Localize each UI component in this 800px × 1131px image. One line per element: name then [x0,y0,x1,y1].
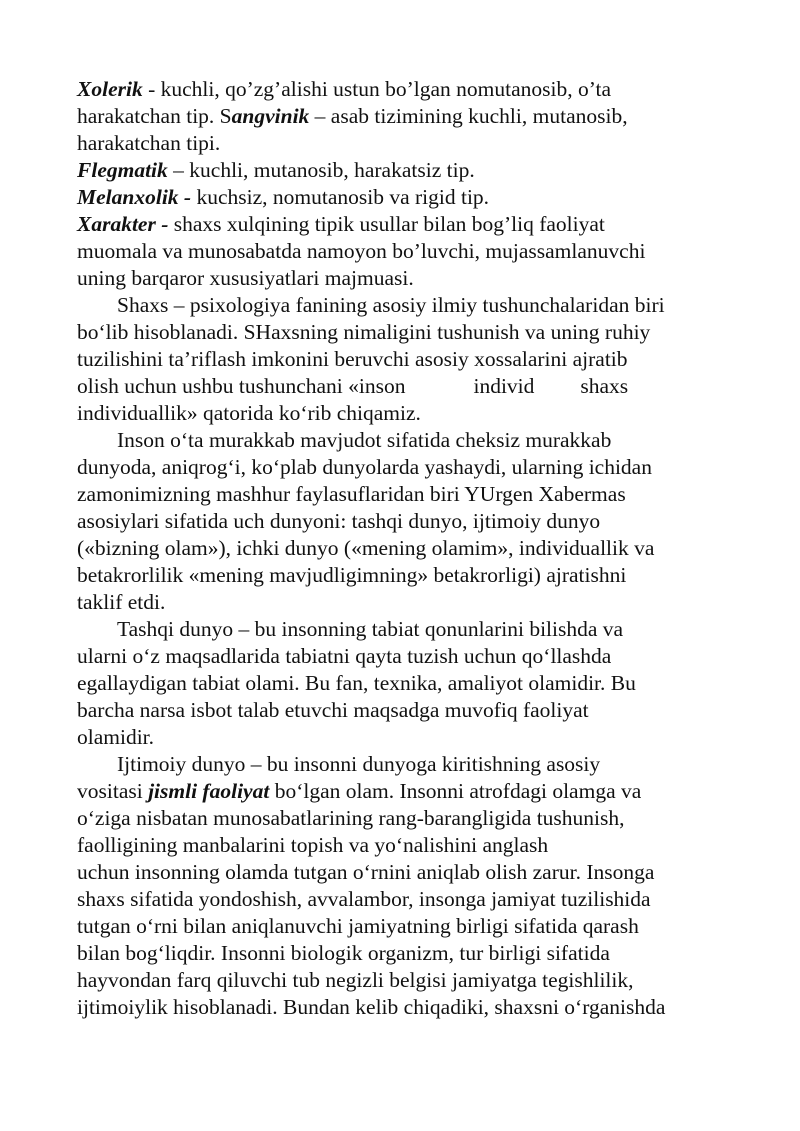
term-label: Xolerik [77,77,143,101]
text-run: ijtimoiylik hisoblanadi. Bundan kelib chiqadiki, shaxsni o‘rganishda [77,995,666,1019]
text-run: uchun insonning olamda tutgan o‘rnini aniqlab olish zarur. Insonga [77,860,655,884]
text-line [77,994,742,1021]
text-run: shaxs sifatida yondoshish, avvalambor, insonga jamiyat tuzilishida [77,887,651,911]
text-run: Ijtimoiy dunyo – bu insonni dunyoga kiritishning asosiy [117,752,601,776]
text-line [77,535,742,562]
text-line [77,346,742,373]
text-line [77,157,742,184]
text-line [77,886,742,913]
text-run: tuzilishini ta’riflash imkonini beruvchi asosiy xossalarini ajratib [77,347,628,371]
text-run: bilan bog‘liqdir. Insonni biologik organizm, tur birligi sifatida [77,941,610,965]
text-line [77,103,742,130]
text-line [77,292,742,319]
term-label: Melanxolik - [77,185,192,209]
text-line [77,238,742,265]
text-run: Tashqi dunyo – bu insonning tabiat qonunlarini bilishda va [117,617,624,641]
text-run: hayvondan farq qiluvchi tub negizli belgisi jamiyatga tegishlilik, [77,968,634,992]
text-line [77,778,742,805]
text-run: («bizning olam»), ichki dunyo («mening olamim», individuallik va [77,536,655,560]
text-line [77,454,742,481]
text-line [77,562,742,589]
text-run: – asab tizimining kuchli, mutanosib, [309,104,628,128]
text-run: harakatchan tipi. [77,131,221,155]
text-line [77,913,742,940]
text-line [77,481,742,508]
text-run: ularni o‘z maqsadlarida tabiatni qayta tuzish uchun qo‘llashda [77,644,612,668]
text-run: shaxs [580,374,629,398]
text-line [77,76,742,103]
text-line [77,373,742,400]
text-run: muomala va munosabatda namoyon bo’luvchi, mujassamlanuvchi [77,239,646,263]
text-line [77,265,742,292]
term-label: Flegmatik [77,158,168,182]
text-line [77,643,742,670]
term-label: jismli faoliyat [148,779,270,803]
text-run: Inson o‘ta murakkab mavjudot sifatida cheksiz murakkab [117,428,612,452]
term-label: angvinik [231,104,310,128]
text-line [77,832,742,859]
text-line [77,805,742,832]
text-run: kuchsiz, nomutanosib va rigid tip. [191,185,490,209]
text-line [77,616,742,643]
text-line [77,724,742,751]
text-run: uning barqaror xususiyatlari majmuasi. [77,266,414,290]
text-run: dunyoda, aniqrog‘i, ko‘plab dunyolarda yashaydi, ularning ichidan [77,455,652,479]
text-line [77,427,742,454]
text-line [77,184,742,211]
text-line [77,940,742,967]
text-run: tutgan o‘rni bilan aniqlanuvchi jamiyatning birligi sifatida qarash [77,914,639,938]
text-run: vositasi [77,779,149,803]
text-run: barcha narsa isbot talab etuvchi maqsadga muvofiq faoliyat [77,698,589,722]
text-run: asosiylari sifatida uch dunyoni: tashqi dunyo, ijtimoiy dunyo [77,509,601,533]
text-run: individuallik» qatorida ko‘rib chiqamiz. [77,401,421,425]
text-run: - kuchli, qo’zg’alishi ustun bo’lgan nomutanosib, o’ta [142,77,612,101]
text-line [77,859,742,886]
text-run: individ [473,374,535,398]
document-page [77,76,742,1021]
text-run: Shaxs – psixologiya fanining asosiy ilmiy tushunchalaridan biri [117,293,665,317]
text-line [77,670,742,697]
text-line [77,589,742,616]
text-run: – kuchli, mutanosib, harakatsiz tip. [167,158,475,182]
text-run: betakrorlilik «mening mavjudligimning» betakrorligi) ajratishni [77,563,627,587]
text-run: olish uchun ushbu tushunchani «inson [77,374,406,398]
text-run: o‘ziga nisbatan munosabatlarining rang-barangligida tushunish, [77,806,625,830]
text-run: harakatchan tip. S [77,104,232,128]
text-line [77,319,742,346]
text-run: zamonimizning mashhur faylasuflaridan biri YUrgen Xabermas [77,482,626,506]
text-run: shaxs xulqining tipik usullar bilan bog’liq faoliyat [168,212,605,236]
text-line [77,697,742,724]
text-line [77,400,742,427]
text-run: faolligining manbalarini topish va yo‘nalishini anglash [77,833,549,857]
term-label: Xarakter - [77,212,169,236]
text-line [77,211,742,238]
text-run: taklif etdi. [77,590,166,614]
text-run: bo‘lib hisoblanadi. SHaxsning nimaligini tushunish va uning ruhiy [77,320,651,344]
text-line [77,751,742,778]
text-run: bo‘lgan olam. Insonni atrofdagi olamga va [269,779,642,803]
text-line [77,130,742,157]
text-run: olamidir. [77,725,155,749]
text-line [77,508,742,535]
text-line [77,967,742,994]
text-run: egallaydigan tabiat olami. Bu fan, texnika, amaliyot olamidir. Bu [77,671,636,695]
